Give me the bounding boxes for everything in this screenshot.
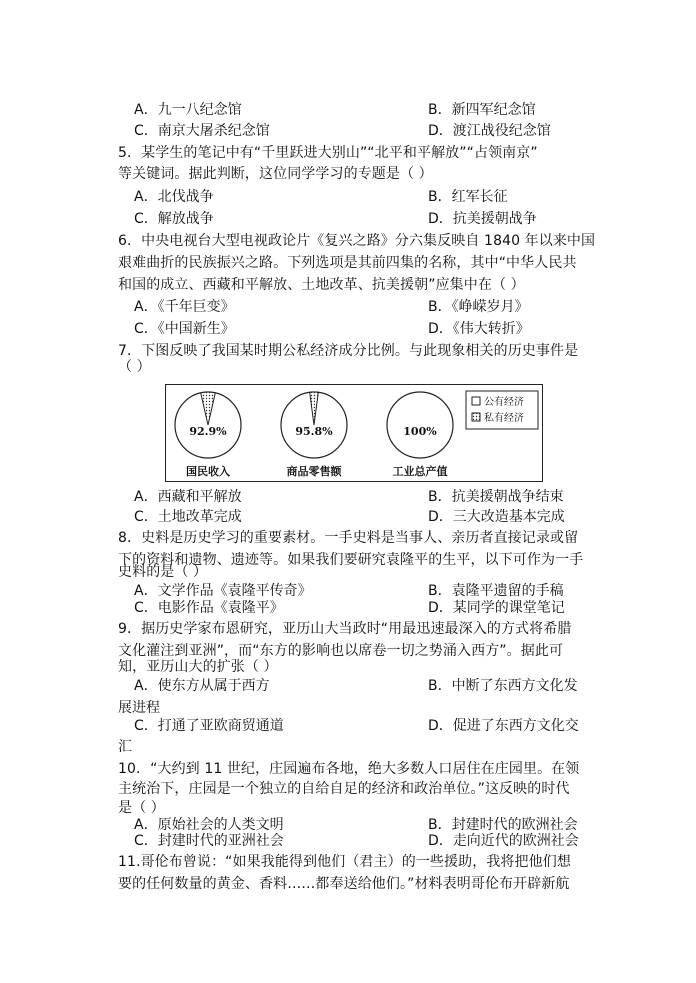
q10-stem-line1: 10．“大约到 11 世纪，庄园遍布各地，绝大多数人口居住在庄园里。在领 bbox=[118, 761, 580, 777]
q6-stem-line2: 艰难曲折的民族振兴之路。下列选项是其前四集的名称，其中“中华人民共 bbox=[118, 255, 577, 271]
q8-option-c: C．电影作品《袁隆平》 bbox=[134, 600, 284, 616]
q6-option-b: B．《峥嵘岁月》 bbox=[428, 299, 529, 315]
q9-option-d-line2: 汇 bbox=[118, 739, 132, 755]
chart-legend bbox=[466, 391, 538, 429]
q9-option-b-line1: B．中断了东西方文化发 bbox=[428, 678, 578, 694]
q6-stem-line1: 6．中央电视台大型电视政论片《复兴之路》分六集反映自 1840 年以来中国 bbox=[118, 233, 596, 249]
q8-stem-line1: 8．史料是历史学习的重要素材。一手史料是当事人、亲历者直接记录或留 bbox=[118, 530, 579, 546]
q7-option-a: A．西藏和平解放 bbox=[134, 489, 242, 505]
q9-stem-line3: 知，亚历山大的扩张（ ） bbox=[118, 659, 278, 675]
legend-public-label: 公有经济 bbox=[484, 397, 524, 408]
pie-percent-label-2: 95.8% bbox=[295, 425, 333, 438]
pie-percent-label-3: 100% bbox=[403, 425, 437, 438]
q4-option-d: D．渡江战役纪念馆 bbox=[428, 123, 551, 139]
q5-stem-line1: 5．某学生的笔记中有“千里跃进大别山”“北平和平解放”“占领南京” bbox=[118, 145, 538, 161]
q9-stem-line1: 9．据历史学家布恩研究，亚历山大当政时“用最迅速最深入的方式将希腊 bbox=[118, 621, 572, 637]
q5-option-b: B．红军长征 bbox=[428, 189, 508, 205]
q9-option-c: C．打通了亚欧商贸通道 bbox=[134, 718, 284, 734]
q10-option-b: B．封建时代的欧洲社会 bbox=[428, 817, 578, 833]
q9-option-b-line2: 展进程 bbox=[118, 700, 160, 716]
q4-option-c: C．南京大屠杀纪念馆 bbox=[134, 123, 270, 139]
q5-option-c: C．解放战争 bbox=[134, 211, 214, 227]
q8-stem-line2: 下的资料和遗物、遗迹等。如果我们要研究袁隆平的生平，以下可作为一手 bbox=[118, 552, 584, 568]
q7-stem-line2: （ ） bbox=[118, 359, 151, 375]
q4-option-b: B．新四军纪念馆 bbox=[428, 102, 536, 118]
pie-category-label-2: 商品零售额 bbox=[286, 465, 342, 478]
pie-percent-label-1: 92.9% bbox=[189, 425, 227, 438]
q7-option-d: D．三大改造基本完成 bbox=[428, 509, 565, 525]
q6-option-a: A．《千年巨变》 bbox=[134, 299, 235, 315]
q4-option-a: A．九一八纪念馆 bbox=[134, 102, 242, 118]
q8-option-b: B．袁隆平遗留的手稿 bbox=[428, 583, 564, 599]
q8-stem-line3: 史料的是（ ） bbox=[118, 564, 208, 580]
legend-swatch-public bbox=[472, 397, 480, 405]
legend-private-label: 私有经济 bbox=[484, 413, 524, 424]
pie-category-label-3: 工业总产值 bbox=[392, 465, 448, 478]
legend-swatch-private bbox=[472, 413, 480, 421]
q9-option-d-line1: D．促进了东西方文化交 bbox=[428, 718, 579, 734]
q5-option-a: A．北伐战争 bbox=[134, 189, 214, 205]
q6-option-d: D．《伟大转折》 bbox=[428, 321, 530, 337]
q10-option-d: D．走向近代的欧洲社会 bbox=[428, 833, 579, 849]
q10-option-c: C．封建时代的亚洲社会 bbox=[134, 833, 284, 849]
q10-stem-line3: 是（ ） bbox=[118, 800, 165, 816]
q5-option-d: D．抗美援朝战争 bbox=[428, 211, 537, 227]
q8-option-d: D．某同学的课堂笔记 bbox=[428, 600, 565, 616]
pie-chart-figure bbox=[165, 384, 543, 482]
q9-stem-line2: 文化灌注到亚洲”，而“东方的影响也以席卷一切之势涌入西方”。据此可 bbox=[118, 643, 564, 659]
q9-option-a: A．使东方从属于西方 bbox=[134, 678, 270, 694]
q7-stem-line1: 7．下图反映了我国某时期公私经济成分比例。与此现象相关的历史事件是 bbox=[118, 343, 579, 359]
pie-category-label-1: 国民收入 bbox=[186, 465, 230, 478]
q6-option-c: C．《中国新生》 bbox=[134, 321, 235, 337]
q7-option-b: B．抗美援朝战争结束 bbox=[428, 489, 564, 505]
q10-stem-line2: 主统治下，庄园是一个独立的自给自足的经济和政治单位。”这反映的时代 bbox=[118, 781, 570, 797]
pie-chart-svg bbox=[166, 385, 541, 480]
q10-option-a: A．原始社会的人类文明 bbox=[134, 817, 284, 833]
q11-stem-line1: 11.哥伦布曾说：“如果我能得到他们（君主）的一些援助，我将把他们想 bbox=[118, 854, 571, 870]
q5-stem-line2: 等关键词。据此判断，这位同学学习的专题是（ ） bbox=[118, 166, 433, 182]
q7-option-c: C．土地改革完成 bbox=[134, 509, 242, 525]
q8-option-a: A．文学作品《袁隆平传奇》 bbox=[134, 583, 312, 599]
q6-stem-line3: 和国的成立、西藏和平解放、土地改革、抗美援朝”应集中在（ ） bbox=[118, 277, 525, 293]
q11-stem-line2: 要的任何数量的黄金、香料……都奉送给他们。”材料表明哥伦布开辟新航 bbox=[118, 876, 570, 892]
